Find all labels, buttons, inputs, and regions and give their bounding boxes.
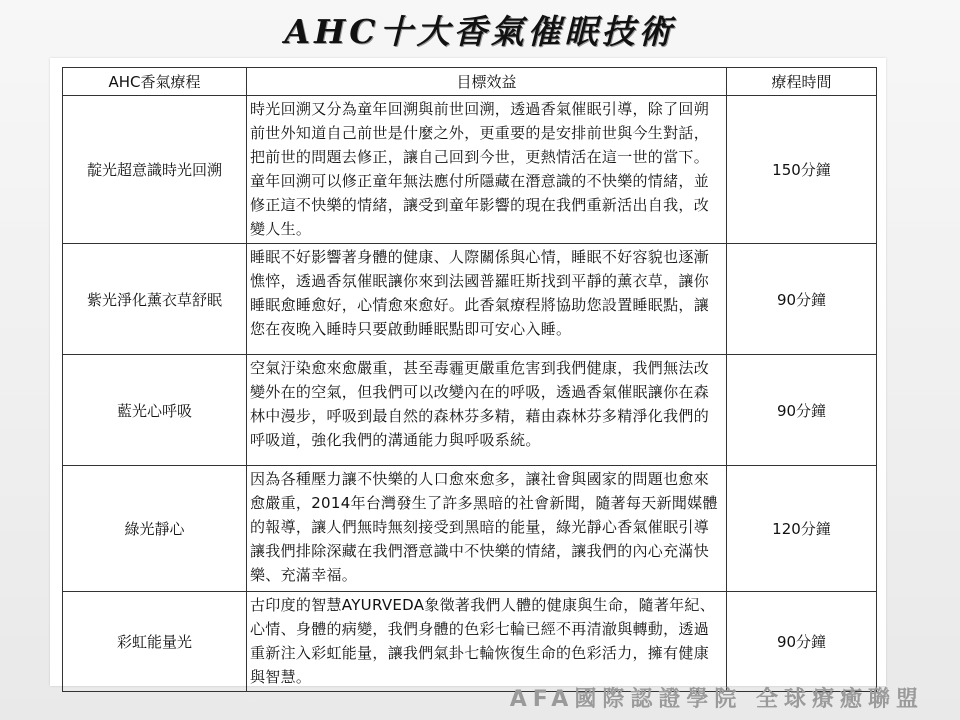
therapy-name: 綠光靜心	[63, 466, 247, 592]
footer-brand: AFA國際認證學院 全球療癒聯盟	[509, 687, 924, 712]
table-row	[63, 355, 877, 466]
header-therapy: AHC香氣療程	[63, 68, 247, 96]
table-row	[63, 96, 877, 244]
therapy-name: 紫光淨化薰衣草舒眠	[63, 244, 247, 355]
table-header-row	[63, 68, 877, 96]
table-row	[63, 244, 877, 355]
therapy-benefit: 時光回溯又分為童年回溯與前世回溯，透過香氣催眠引導，除了回朔前世外知道自己前世是什麼之外，更重要的是安排前世與今生對話，把前世的問題去修正，讓自己回到今世，更熱情活在這一世的當下。童年回溯可以修正童年無法應付所隱藏在潛意識的不快樂的情緒，並修正這不快樂的情緒，讓受到童年影響的現在我們重新活出自我，改變人生。	[247, 96, 727, 244]
therapy-name: 藍光心呼吸	[63, 355, 247, 466]
therapy-name: 靛光超意識時光回溯	[63, 96, 247, 244]
table-row	[63, 592, 877, 692]
therapy-benefit: 空氣汙染愈來愈嚴重，甚至毒霾更嚴重危害到我們健康，我們無法改變外在的空氣，但我們可以改變內在的呼吸，透過香氣催眠讓你在森林中漫步，呼吸到最自然的森林芬多精，藉由森林芬多精淨化我們的呼吸道，強化我們的溝通能力與呼吸系統。	[247, 355, 727, 466]
table-row	[63, 466, 877, 592]
therapy-duration: 120分鐘	[727, 466, 877, 592]
therapy-benefit: 因為各種壓力讓不快樂的人口愈來愈多，讓社會與國家的問題也愈來愈嚴重，2014年台灣發生了許多黑暗的社會新聞，隨著每天新聞媒體的報導，讓人們無時無刻接受到黑暗的能量，綠光靜心香氣催眠引導讓我們排除深藏在我們潛意識中不快樂的情緒，讓我們的內心充滿快樂、充滿幸福。	[247, 466, 727, 592]
page-title: AHC十大香氣催眠技術	[284, 12, 676, 51]
header-duration: 療程時間	[727, 68, 877, 96]
therapy-table	[62, 67, 877, 692]
header-benefit: 目標效益	[247, 68, 727, 96]
therapy-name: 彩虹能量光	[63, 592, 247, 692]
therapy-benefit: 古印度的智慧AYURVEDA象徵著我們人體的健康與生命，隨著年紀、心情、身體的病變，我們身體的色彩七輪已經不再清澈與轉動，透過重新注入彩虹能量，讓我們氣卦七輪恢復生命的色彩活力，擁有健康與智慧。	[247, 592, 727, 692]
therapy-duration: 90分鐘	[727, 244, 877, 355]
therapy-duration: 90分鐘	[727, 592, 877, 692]
therapy-benefit: 睡眠不好影響著身體的健康、人際關係與心情，睡眠不好容貌也逐漸憔悴，透過香氛催眠讓你來到法國普羅旺斯找到平靜的薰衣草，讓你睡眠愈睡愈好，心情愈來愈好。此香氣療程將協助您設置睡眠點，讓您在夜晚入睡時只要啟動睡眠點即可安心入睡。	[247, 244, 727, 355]
therapy-duration: 90分鐘	[727, 355, 877, 466]
therapy-duration: 150分鐘	[727, 96, 877, 244]
